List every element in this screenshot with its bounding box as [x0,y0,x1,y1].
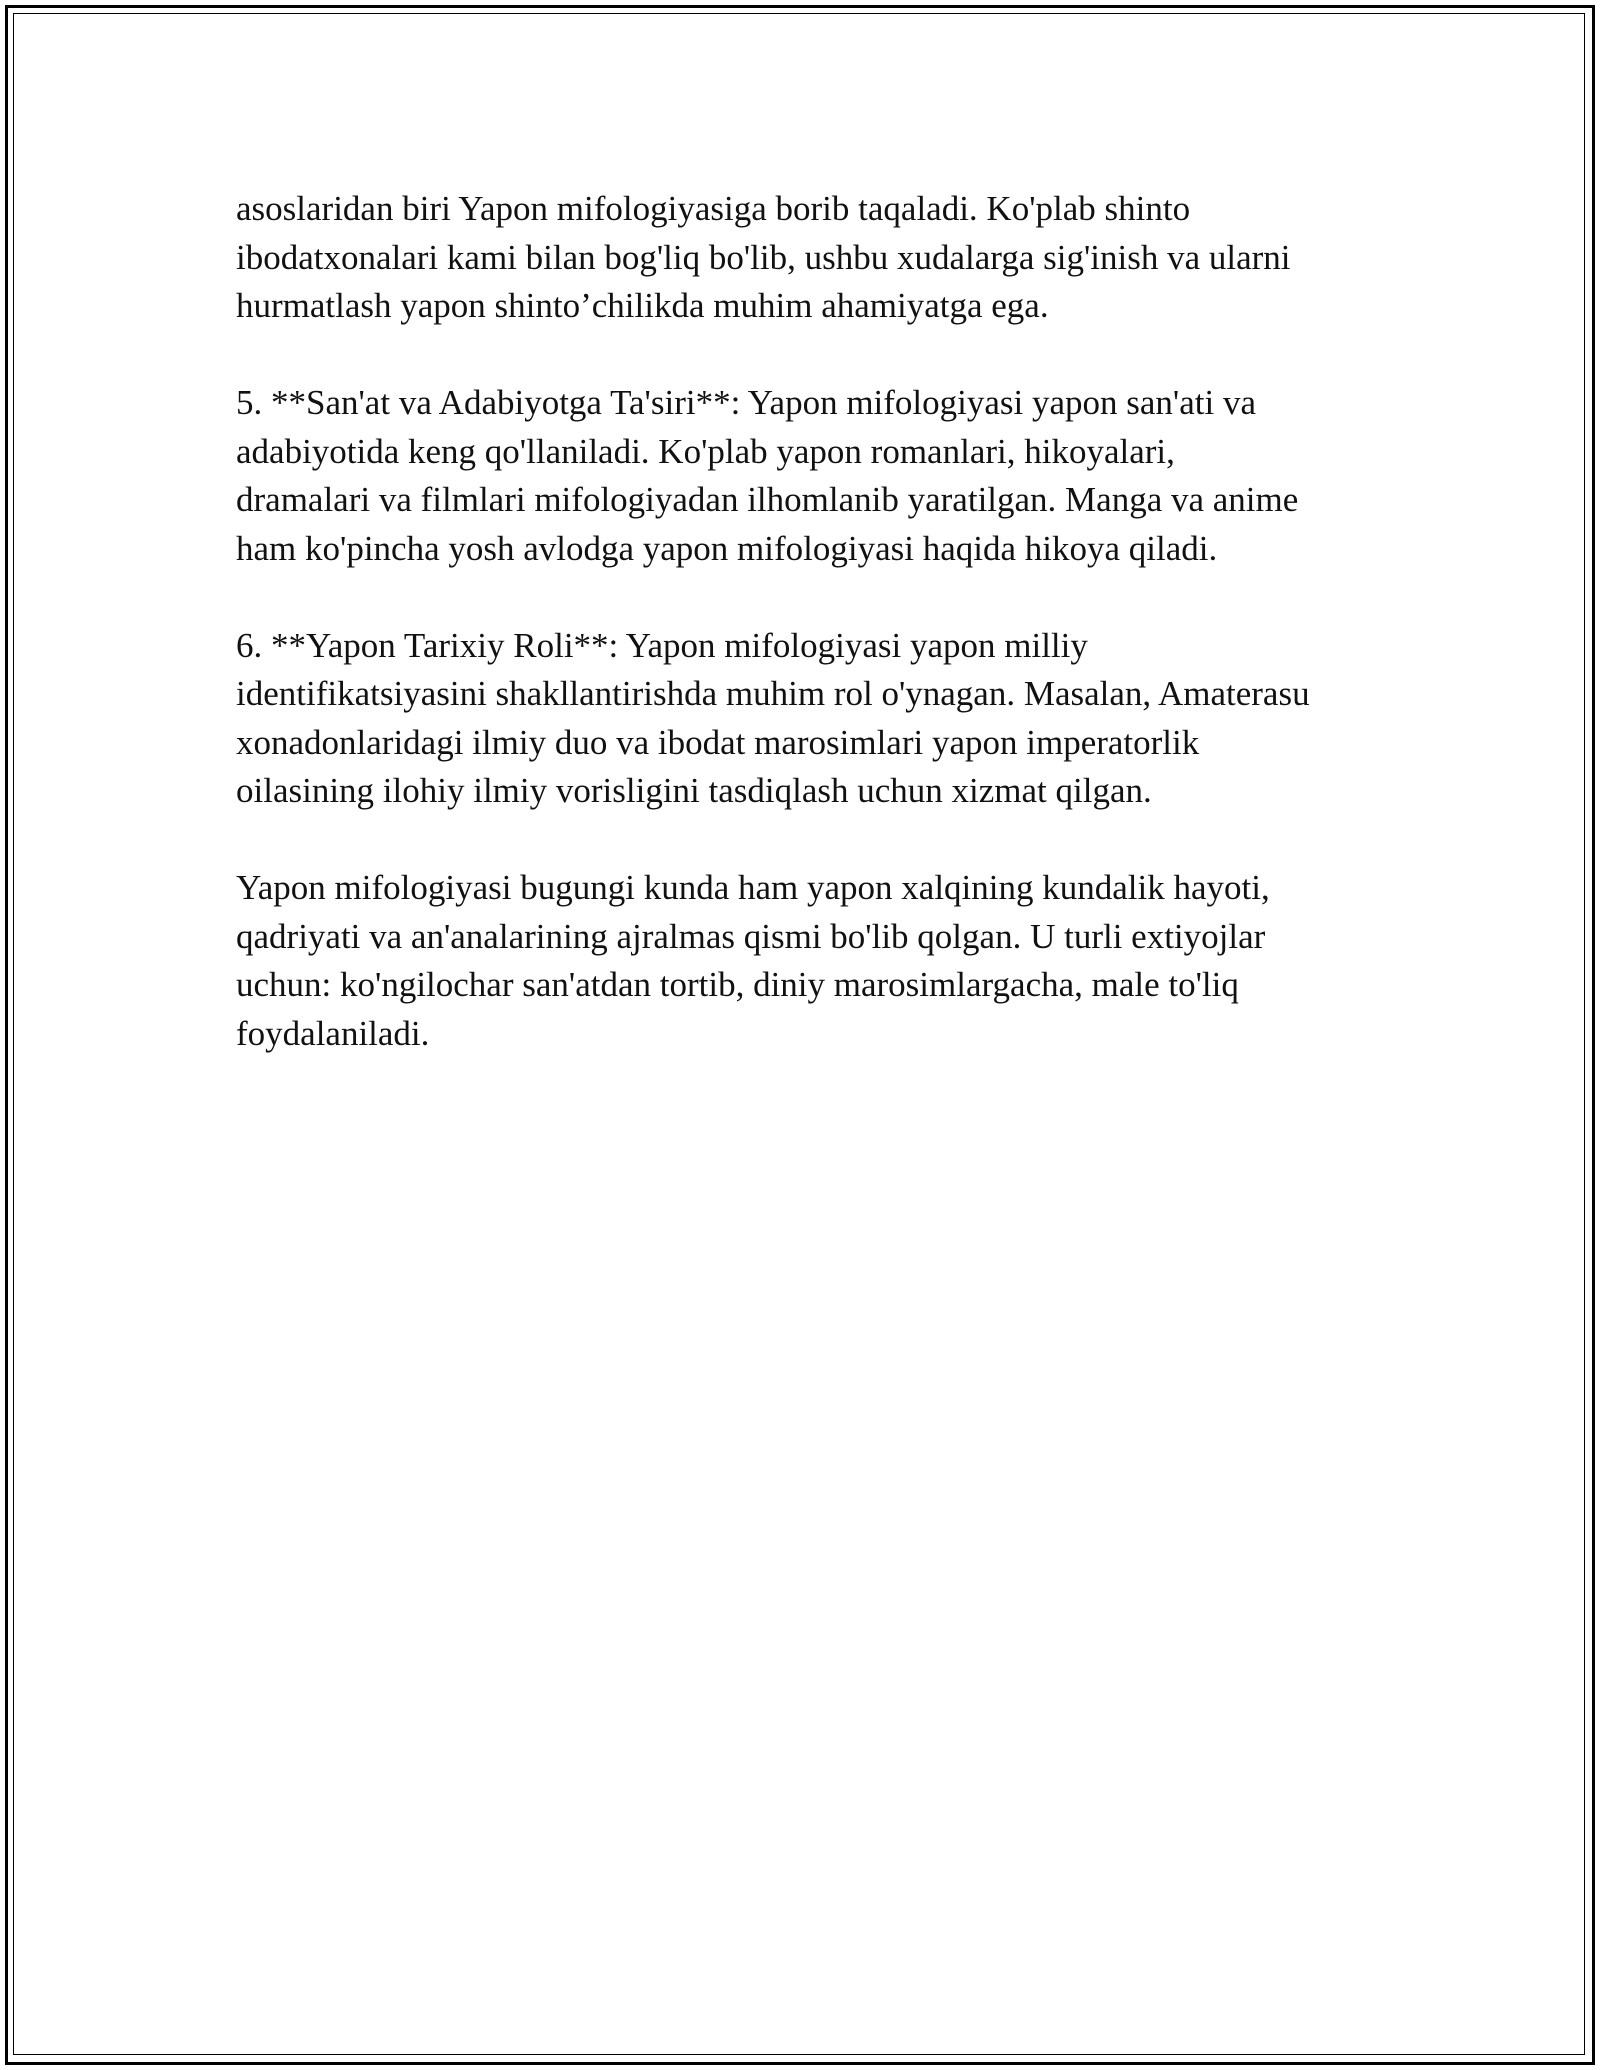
text-line: 5. **San'at va Adabiyotga Ta'siri**: Yapon mifologiyasi yapon san'ati va [236,383,1257,422]
paragraph-item-5 [236,379,1376,573]
paragraph-intro-continuation [236,185,1376,331]
text-line: identifikatsiyasini shakllantirishda muhim rol o'ynagan. Masalan, Amaterasu [236,674,1310,713]
text-line: adabiyotida keng qo'llaniladi. Ko'plab yapon romanlari, hikoyalari, [236,431,1175,471]
text-line: dramalari va filmlari mifologiyadan ilhomlanib yaratilgan. Manga va anime [236,480,1299,519]
text-line: uchun: ko'ngilochar san'atdan tortib, diniy marosimlargacha, male to'liq [236,965,1239,1004]
text-line: qadriyati va an'analarining ajralmas qismi bo'lib qolgan. U turli extiyojlar [236,916,1266,956]
text-line: oilasining ilohiy ilmiy vorisligini tasdiqlash uchun xizmat qilgan. [236,771,1152,810]
text-line: hurmatlash yapon shinto’chilikda muhim ahamiyatga ega. [236,286,1049,325]
text-line: Yapon mifologiyasi bugungi kunda ham yapon xalqining kundalik hayoti, [236,868,1270,907]
paragraph-conclusion [236,864,1376,1058]
text-line: ibodatxonalari kami bilan bog'liq bo'lib, ushbu xudalarga sig'inish va ularni [236,237,1291,277]
document-body [236,185,1376,1107]
paragraph-item-6 [236,622,1376,816]
text-line: 6. **Yapon Tarixiy Roli**: Yapon mifologiyasi yapon milliy [236,625,1088,665]
text-line: foydalaniladi. [236,1013,430,1053]
text-line: xonadonlaridagi ilmiy duo va ibodat marosimlari yapon imperatorlik [236,722,1200,762]
text-line: ham ko'pincha yosh avlodga yapon mifologiyasi haqida hikoya qiladi. [236,528,1218,568]
text-line: asoslaridan biri Yapon mifologiyasiga borib taqaladi. Ko'plab shinto [236,189,1191,228]
